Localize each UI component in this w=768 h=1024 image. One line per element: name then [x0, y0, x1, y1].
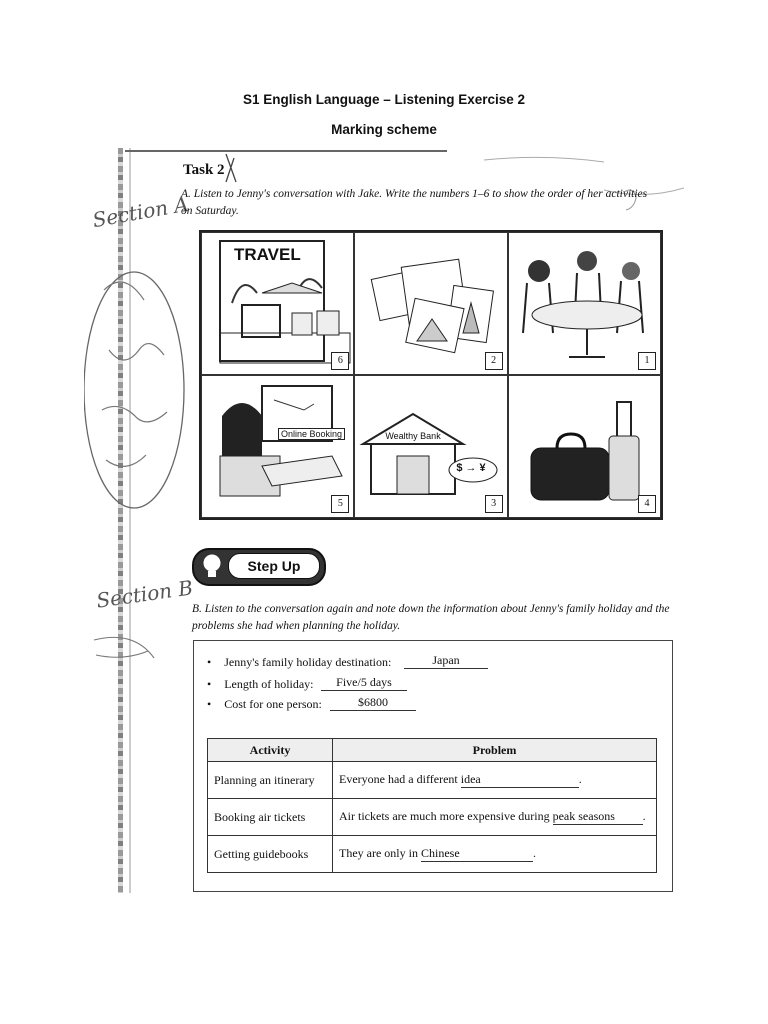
picture-online-booking: [201, 375, 354, 518]
picture-bank: [354, 375, 507, 518]
table-header-row: [208, 739, 657, 762]
bank-icon: [355, 376, 505, 516]
picture-number: 5: [331, 495, 349, 513]
length-answer: Five/5 days: [321, 675, 407, 691]
picture-luggage: [508, 375, 661, 518]
problem-text: Everyone had a different: [339, 772, 458, 786]
online-booking-sign: Online Booking: [278, 428, 345, 440]
picture-grid: [199, 230, 663, 520]
step-up-banner: [192, 548, 326, 586]
travel-sign: TRAVEL: [234, 245, 301, 264]
instruction-a: A. Listen to Jenny's conversation with Jake. Write the numbers 1–6 to show the order of her activities on Saturday.: [181, 188, 648, 217]
problem-text: They are only in: [339, 846, 418, 860]
picture-people-planning: [508, 232, 661, 375]
section-a-note: Section A: [90, 191, 191, 233]
activity-problem-table: [207, 738, 657, 873]
page-title: S1 English Language – Listening Exercise 2: [242, 92, 526, 107]
bullet: •: [207, 697, 212, 711]
problem-text: Air tickets are much more expensive during: [339, 809, 550, 823]
destination-answer: Japan: [404, 653, 488, 669]
picture-number: 2: [485, 352, 503, 370]
problem-cell: [333, 836, 657, 873]
section-b-note: Section B: [94, 575, 195, 613]
destination-line: [207, 655, 391, 670]
picture-travel-agency: [201, 232, 354, 375]
activity-cell: Booking air tickets: [208, 799, 333, 836]
activity-cell: Getting guidebooks: [208, 836, 333, 873]
picture-number: 6: [331, 352, 349, 370]
currency-sign: $ → ¥: [456, 462, 486, 474]
instruction-b: B. Listen to the conversation again and note down the information about Jenny's family holiday and the problems she had when planning the holiday.: [192, 603, 670, 632]
table-row: [208, 762, 657, 799]
lightbulb-icon: [198, 551, 228, 581]
problem-answer: peak seasons: [553, 809, 643, 825]
page-subtitle: Marking scheme: [331, 122, 437, 137]
step-up-label: Step Up: [228, 553, 320, 579]
bullet: •: [207, 677, 212, 691]
maps-icon: [355, 233, 505, 373]
problem-cell: [333, 762, 657, 799]
column-header-activity: Activity: [208, 739, 333, 762]
girl-computer-icon: [202, 376, 352, 516]
problem-end: .: [642, 809, 646, 823]
problem-end: .: [578, 772, 582, 786]
problem-end: .: [532, 846, 536, 860]
picture-number: 4: [638, 495, 656, 513]
people-at-table-icon: [509, 233, 659, 373]
table-row: [208, 836, 657, 873]
table-row: [208, 799, 657, 836]
picture-maps: [354, 232, 507, 375]
cost-label: Cost for one person:: [224, 697, 322, 711]
task-title: Task 2: [183, 162, 225, 178]
cost-line: [207, 697, 322, 712]
cost-answer: $6800: [330, 695, 416, 711]
destination-label: Jenny's family holiday destination:: [224, 655, 392, 669]
length-line: [207, 677, 314, 692]
luggage-icon: [509, 376, 659, 516]
picture-number: 3: [485, 495, 503, 513]
bullet: •: [207, 655, 212, 669]
problem-cell: [333, 799, 657, 836]
column-header-problem: Problem: [333, 739, 657, 762]
problem-answer: idea: [461, 772, 579, 788]
activity-cell: Planning an itinerary: [208, 762, 333, 799]
problem-answer: Chinese: [421, 846, 533, 862]
length-label: Length of holiday:: [224, 677, 314, 691]
picture-number: 1: [638, 352, 656, 370]
bank-sign: Wealthy Bank: [385, 431, 441, 441]
